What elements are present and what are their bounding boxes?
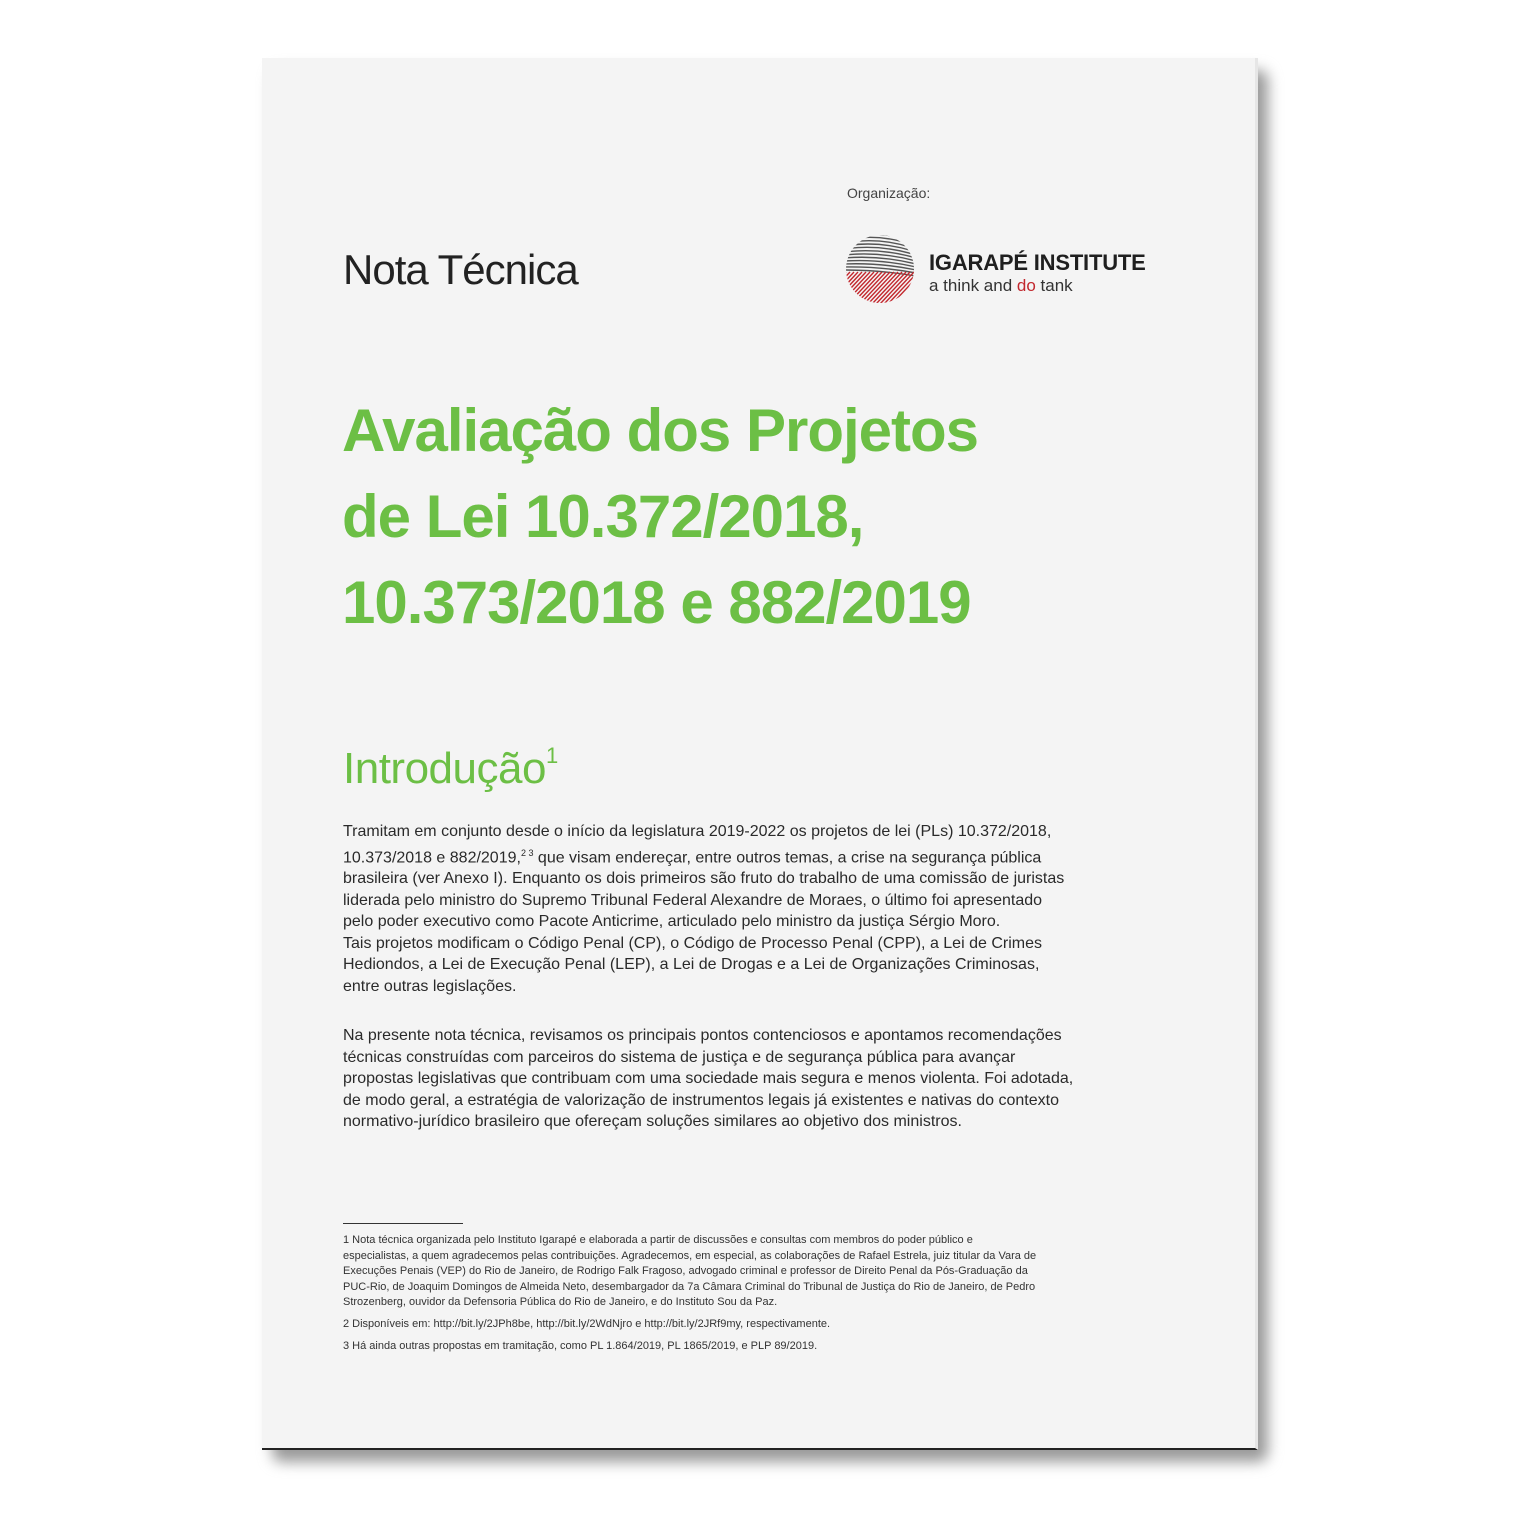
- main-title-line: de Lei 10.372/2018,: [342, 483, 864, 550]
- intro-paragraph-2: [343, 1025, 1163, 1133]
- paragraph-line: liderada pelo ministro do Supremo Tribunal Federal Alexandre de Moraes, o último foi apresentado: [343, 891, 1043, 909]
- igarape-logo-mark-icon: [844, 234, 916, 304]
- footnote-2: [343, 1317, 1173, 1333]
- paragraph-line: Hediondos, a Lei de Execução Penal (LEP), a Lei de Drogas e a Lei de Organizações Criminosas,: [343, 956, 1040, 974]
- paragraph-line: propostas legislativas que contribuam com uma sociedade mais segura e menos violenta. Foi adotada,: [343, 1070, 1074, 1087]
- main-title: [342, 388, 1222, 646]
- paragraph-line: pelo poder executivo como Pacote Anticrime, articulado pelo ministro da justiça Sérgio Moro.: [343, 913, 1001, 931]
- paragraph-line: normativo-jurídico brasileiro que ofereçam soluções similares ao objetivo dos ministros.: [343, 1113, 962, 1130]
- paragraph-text: que visam endereçar, entre outros temas, a crise na segurança pública: [533, 848, 1042, 866]
- logo-stripe: [876, 272, 906, 304]
- footnote-line: Strozenberg, ouvidor da Defensoria Pública do Rio de Janeiro, e do Instituto Sou da Paz.: [343, 1296, 778, 1309]
- logo-stripe: [844, 272, 854, 304]
- logo-stripe: [868, 272, 898, 304]
- paragraph-line: técnicas construídas com parceiros do sistema de justiça e de segurança pública para avançar: [343, 1048, 1016, 1066]
- logo-stripe: [880, 272, 910, 304]
- paragraph-line: brasileira (ver Anexo I). Enquanto os dois primeiros são fruto do trabalho de uma comissão de juristas: [343, 870, 1065, 888]
- logo-stripe: [852, 272, 882, 304]
- paragraph-line: Tais projetos modificam o Código Penal (CP), o Código de Processo Penal (CPP), a Lei de Crimes: [343, 934, 1042, 952]
- logo-tagline-start: a think and: [929, 276, 1017, 295]
- logo-stripe: [864, 272, 894, 304]
- footnote-ref: 2 3: [520, 847, 534, 858]
- footnote-line: 2 Disponíveis em: http://bit.ly/2JPh8be, http://bit.ly/2WdNjro e http://bit.ly/2JRf9my, respectivamente.: [343, 1317, 831, 1330]
- footnotes: [343, 1233, 1173, 1360]
- section-heading-introducao: [343, 744, 558, 794]
- footnote-divider: [343, 1223, 463, 1224]
- paragraph-line: de modo geral, a estratégia de valorização de instrumentos legais já existentes e nativas do contexto: [343, 1091, 1059, 1109]
- footnote-line: Execuções Penais (VEP) do Rio de Janeiro, de Rodrigo Falk Fragoso, advogado criminal e professor de Direito Penal da Pós-Graduação da: [343, 1265, 1028, 1278]
- logo-tagline-accent: do: [1016, 276, 1036, 295]
- footnote-line: 3 Há ainda outras propostas em tramitação, como PL 1.864/2019, PL 1865/2019, e PLP 89/2019.: [343, 1339, 818, 1352]
- logo-stripe: [884, 272, 914, 304]
- organization-label: Organização:: [847, 185, 931, 201]
- intro-paragraph-1: [343, 821, 1163, 997]
- logo-stripe: [872, 272, 902, 304]
- logo-stripe: [848, 272, 878, 304]
- logo-name: IGARAPÉ INSTITUTE: [929, 250, 1146, 275]
- paragraph-line: [343, 843, 1163, 869]
- footnote-line: 1 Nota técnica organizada pelo Instituto Igarapé e elaborada a partir de discussões e consultas com membros do poder público e: [343, 1234, 973, 1246]
- paragraph-line: Tramitam em conjunto desde o início da legislatura 2019-2022 os projetos de lei (PLs) 10.372/2018,: [343, 823, 1052, 840]
- document-page: [262, 58, 1258, 1450]
- footnote-line: especialistas, a quem agradecemos pelas contribuições. Agradecemos, em especial, as colaborações de Rafael Estrela, juiz titular da Vara de: [343, 1249, 1037, 1262]
- footnote-ref: 1: [545, 743, 558, 769]
- logo-stripe: [844, 272, 846, 304]
- igarape-logo: [844, 234, 1164, 304]
- logo-stripe: [856, 272, 886, 304]
- paragraph-line: entre outras legislações.: [343, 977, 517, 995]
- paragraph-line: Na presente nota técnica, revisamos os principais pontos contenciosos e apontamos recomendações: [343, 1027, 1062, 1044]
- section-heading-text: Introdução: [343, 744, 546, 793]
- footnote-1: [343, 1233, 1173, 1311]
- main-title-line: Avaliação dos Projetos: [342, 397, 979, 464]
- main-title-line: 10.373/2018 e 882/2019: [342, 569, 971, 636]
- footnote-3: [343, 1339, 1173, 1355]
- logo-stripe: [844, 272, 874, 304]
- paragraph-text: 10.373/2018 e 882/2019,: [343, 848, 521, 866]
- document-type: Nota Técnica: [343, 246, 578, 293]
- logo-stripe: [860, 272, 890, 304]
- footnote-line: PUC-Rio, de Joaquim Domingos de Almeida Neto, desembargador da 7a Câmara Criminal do Tribunal de Justiça do Rio de Janeiro, de Pedro: [343, 1280, 1036, 1293]
- logo-tagline-end: tank: [1035, 276, 1073, 295]
- logo-tagline: [929, 276, 1073, 296]
